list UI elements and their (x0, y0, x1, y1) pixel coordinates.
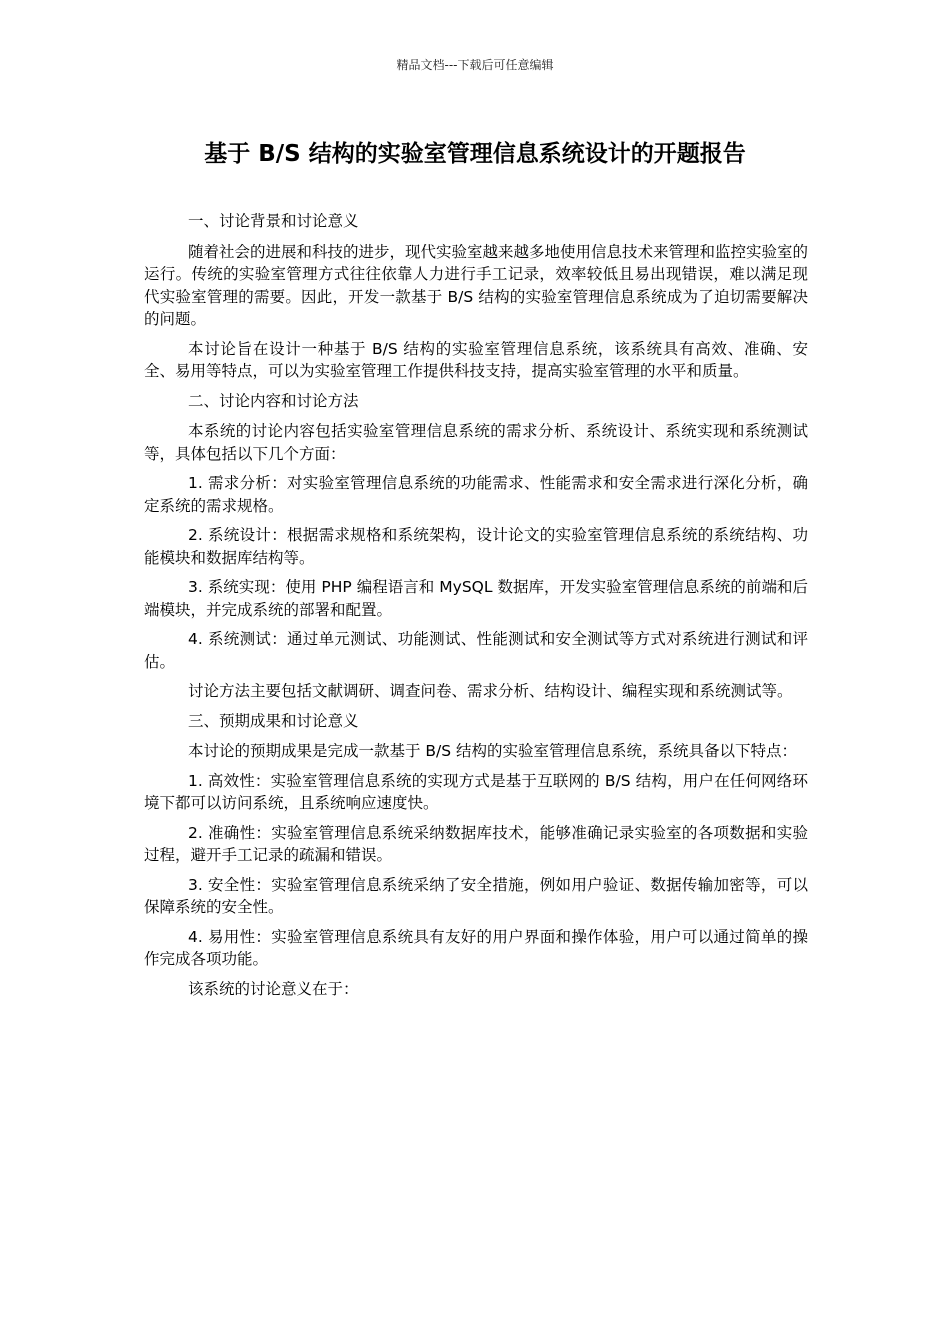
list-item-system-testing: 4. 系统测试：通过单元测试、功能测试、性能测试和安全测试等方式对系统进行测试和评估。 (144, 630, 808, 671)
document-body (144, 210, 808, 1007)
list-item-system-design: 2. 系统设计：根据需求规格和系统架构，设计论文的实验室管理信息系统的系统结构、功能模块和数据库结构等。 (144, 526, 808, 567)
section-heading-expected-results: 三、预期成果和讨论意义 (188, 711, 359, 730)
list-item-security: 3. 安全性：实验室管理信息系统采纳了安全措施，例如用户验证、数据传输加密等，可以保障系统的安全性。 (144, 875, 808, 916)
document-title: 基于 B/S 结构的实验室管理信息系统设计的开题报告 (204, 141, 746, 167)
list-item-system-implementation: 3. 系统实现：使用 PHP 编程语言和 MySQL 数据库，开发实验室管理信息系统的前端和后端模块，并完成系统的部署和配置。 (144, 578, 808, 619)
paragraph: 该系统的讨论意义在于： (188, 979, 359, 998)
paragraph: 本系统的讨论内容包括实验室管理信息系统的需求分析、系统设计、系统实现和系统测试等，具体包括以下几个方面： (144, 422, 808, 463)
list-item-usability: 4. 易用性：实验室管理信息系统具有友好的用户界面和操作体验，用户可以通过简单的操作完成各项功能。 (144, 927, 808, 968)
paragraph: 讨论方法主要包括文献调研、调查问卷、需求分析、结构设计、编程实现和系统测试等。 (188, 682, 793, 700)
section-heading-content-methods: 二、讨论内容和讨论方法 (188, 391, 359, 410)
list-item-accuracy: 2. 准确性：实验室管理信息系统采纳数据库技术，能够准确记录实验室的各项数据和实验过程，避开手工记录的疏漏和错误。 (144, 823, 808, 864)
paragraph: 本讨论旨在设计一种基于 B/S 结构的实验室管理信息系统，该系统具有高效、准确、安全、易用等特点，可以为实验室管理工作提供科技支持，提高实验室管理的水平和质量。 (144, 339, 808, 380)
page-header-note: 精品文档---下载后可任意编辑 (396, 58, 554, 72)
list-item-efficiency: 1. 高效性：实验室管理信息系统的实现方式是基于互联网的 B/S 结构，用户在任何网络环境下都可以访问系统，且系统响应速度快。 (144, 771, 808, 812)
paragraph: 本讨论的预期成果是完成一款基于 B/S 结构的实验室管理信息系统，系统具备以下特点： (188, 742, 798, 760)
section-heading-background: 一、讨论背景和讨论意义 (188, 212, 359, 230)
paragraph: 随着社会的进展和科技的进步，现代实验室越来越多地使用信息技术来管理和监控实验室的运行。传统的实验室管理方式往往依靠人力进行手工记录，效率较低且易出现错误，难以满足现代实验室管理的需要。因此，开发一款基于 B/S 结构的实验室管理信息系统成为了迫切需要解决的问题。 (144, 242, 809, 328)
list-item-requirements-analysis: 1. 需求分析：对实验室管理信息系统的功能需求、性能需求和安全需求进行深化分析，确定系统的需求规格。 (144, 474, 808, 515)
